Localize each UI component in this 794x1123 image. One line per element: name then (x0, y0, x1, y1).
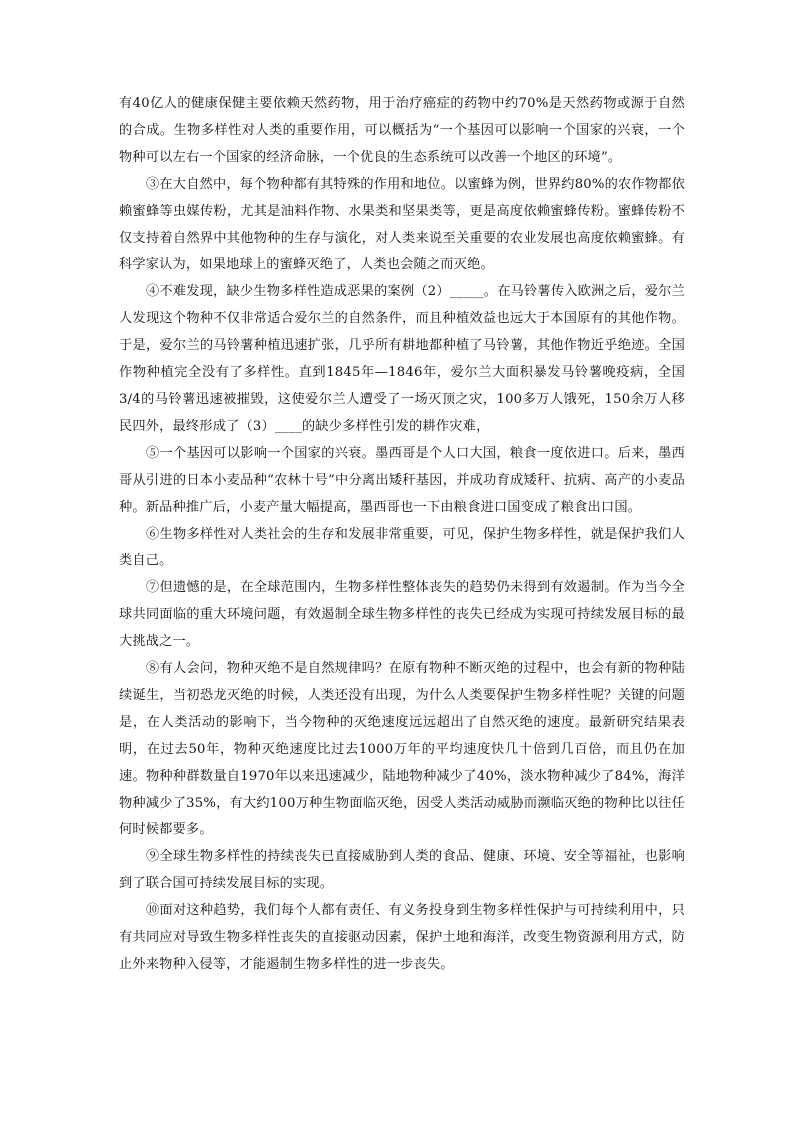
paragraph-9: ⑨全球生物多样性的持续丧失已直接威胁到人类的食品、健康、环境、安全等福祉，也影响到了联合国可持续发展目标的实现。 (119, 849, 685, 892)
paragraph-6: ⑥生物多样性对人类社会的生存和发展非常重要，可见，保护生物多样性，就是保护我们人类自己。 (119, 526, 685, 569)
paragraph-7: ⑦但遗憾的是，在全球范围内，生物多样性整体丧失的趋势仍未得到有效遏制。作为当今全球共同面临的重大环境问题，有效遏制全球生物多样性的丧失已经成为实现可持续发展目标的最大挑战之一。 (119, 580, 685, 650)
paragraph-5: ⑤一个基因可以影响一个国家的兴衰。墨西哥是个人口大国，粮食一度依进口。后来，墨西哥从引进的日本小麦品种“农林十号”中分离出矮秆基因，并成功育成矮秆、抗病、高产的小麦品种。新品种推广后，小麦产量大幅提高，墨西哥也一下由粮食进口国变成了粮食出口国。 (119, 445, 685, 515)
paragraph-10: ⑩面对这种趋势，我们每个人都有责任、有义务投身到生物多样性保护与可持续利用中，只有共同应对导致生物多样性丧失的直接驱动因素，保护土地和海洋，改变生物资源利用方式，防止外来物种入侵等，才能遏制生物多样性的进一步丧失。 (119, 903, 685, 972)
paragraph-8: ⑧有人会问，物种灭绝不是自然规律吗？在原有物种不断灭绝的过程中，也会有新的物种陆续诞生，当初恐龙灭绝的时候，人类还没有出现，为什么人类要保护生物多样性呢？关键的问题是，在人类活动的影响下，当今物种的灭绝速度远远超出了自然灭绝的速度。最新研究结果表明，在过去50年，物种灭绝速度比过去1000万年的平均速度快几十倍到几百倍，而且仍在加速。物种种群数量自1970年以来迅速减少，陆地物种减少了40%，淡水物种减少了84%，海洋物种减少了35%，有大约100万种生物面临灭绝，因受人类活动威胁而濒临灭绝的物种比以往任何时候都要多。 (119, 661, 685, 838)
paragraph-3: ③在大自然中，每个物种都有其特殊的作用和地位。以蜜蜂为例，世界约80%的农作物都依赖蜜蜂等虫媒传粉，尤其是油料作物、水果类和坚果类等，更是高度依赖蜜蜂传粉。蜜蜂传粉不仅支持着自然界中其他物种的生存与演化，对人类来说至关重要的农业发展也高度依赖蜜蜂。有科学家认为，如果地球上的蜜蜂灭绝了，人类也会随之而灭绝。 (119, 176, 685, 273)
paragraph-4: ④不难发现，缺少生物多样性造成恶果的案例（2）_____。在马铃薯传入欧洲之后，爱尔兰人发现这个物种不仅非常适合爱尔兰的自然条件，而且种植效益也远大于本国原有的其他作物。于是，爱尔兰的马铃薯种植迅速扩张，几乎所有耕地都种植了马铃薯，其他作物近乎绝迹。全国作物种植完全没有了多样性。直到1845年—1846年，爱尔兰大面积暴发马铃薯晚疫病，全国3/4的马铃薯迅速被摧毁，这使爱尔兰人遭受了一场灭顶之灾，100多万人饿死，150余万人移民四外，最终形成了（3）____的缺少多样性引发的耕作灾难， (119, 284, 685, 434)
paragraph-continuation: 有40亿人的健康保健主要依赖天然药物，用于治疗癌症的药物中约70%是天然药物或源于自然的合成。生物多样性对人类的重要作用，可以概括为“一个基因可以影响一个国家的兴衰，一个物种可以左右一个国家的经济命脉，一个优良的生态系统可以改善一个地区的环境”。 (119, 96, 685, 165)
article-body (119, 91, 685, 979)
